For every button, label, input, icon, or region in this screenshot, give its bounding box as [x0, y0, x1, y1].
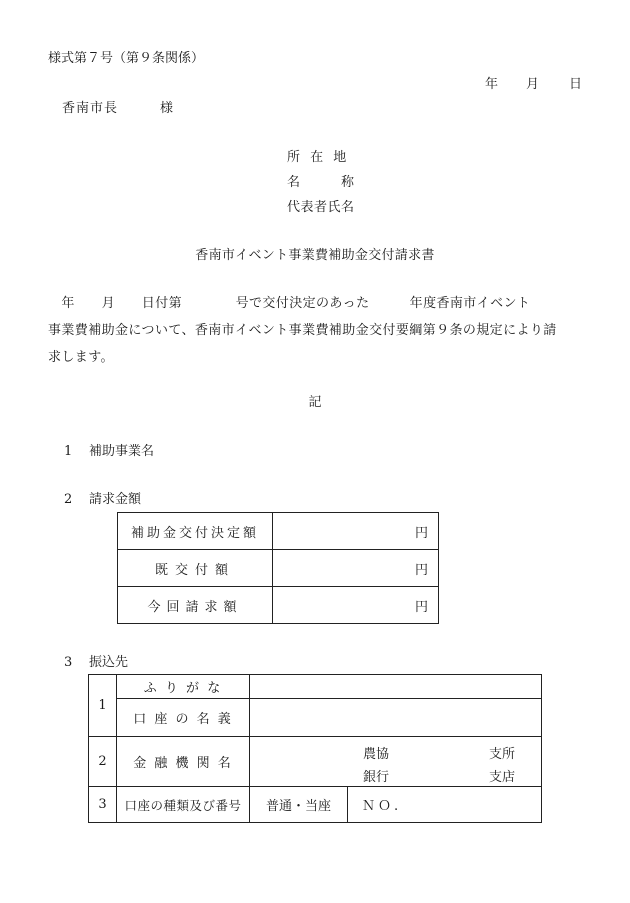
- table-row: [89, 675, 542, 699]
- account-type-value[interactable]: 普通・当座: [250, 787, 348, 823]
- decision-amount-cell[interactable]: 円: [273, 513, 439, 550]
- section3-label: 振込先: [89, 655, 129, 670]
- table-row: [89, 787, 542, 823]
- row1-number: 1: [89, 675, 117, 737]
- already-paid-cell[interactable]: 円: [273, 550, 439, 587]
- address-label: 所 在 地: [287, 150, 347, 165]
- table-row: [118, 513, 439, 550]
- date-day-label: 日: [569, 77, 583, 92]
- table-row: [118, 587, 439, 624]
- representative-label: 代表者氏名: [287, 200, 355, 215]
- date-month-label: 月: [526, 77, 540, 92]
- decision-amount-label: 補助金交付決定額: [118, 513, 273, 550]
- section1-label: 補助事業名: [89, 444, 155, 459]
- shisho-text: 支所: [489, 747, 516, 762]
- shiten-text: 支店: [489, 770, 516, 785]
- account-name-input[interactable]: [250, 699, 542, 737]
- body-paragraph: [48, 290, 582, 371]
- addressee: 香南市長: [62, 101, 119, 116]
- account-type-label: 口座の種類及び番号: [117, 787, 250, 823]
- body-line-3: 求します。: [48, 350, 114, 365]
- ki-marker: 記: [308, 395, 322, 410]
- section2-label: 請求金額: [89, 492, 142, 507]
- bank-name-label: 金 融 機 関 名: [117, 737, 250, 787]
- furigana-input[interactable]: [250, 675, 542, 699]
- body-line-1: 年 月 日付第 号で交付決定のあった 年度香南市イベント: [48, 296, 531, 311]
- current-claim-cell[interactable]: 円: [273, 587, 439, 624]
- bank-transfer-table: [88, 674, 542, 823]
- section1-number: 1: [64, 444, 73, 459]
- already-paid-label: 既交付額: [118, 550, 273, 587]
- table-row: [118, 550, 439, 587]
- date-year-label: 年: [485, 77, 499, 92]
- nokyo-text: 農協: [363, 747, 390, 762]
- table-row: [89, 737, 542, 787]
- section3-number: 3: [64, 655, 73, 670]
- ginko-text: 銀行: [363, 770, 390, 785]
- section2-number: 2: [64, 492, 73, 507]
- document-title: 香南市イベント事業費補助金交付請求書: [195, 248, 435, 263]
- name-label-second: 称: [341, 175, 355, 190]
- form-number: 様式第７号（第９条関係）: [48, 51, 205, 66]
- bank-name-cell[interactable]: [250, 737, 542, 787]
- current-claim-label: 今回請求額: [118, 587, 273, 624]
- name-label-first: 名: [287, 175, 301, 190]
- account-number-cell[interactable]: ＮＯ.: [348, 787, 542, 823]
- honorific: 様: [160, 101, 174, 116]
- row2-number: 2: [89, 737, 117, 787]
- account-name-label: 口 座 の 名 義: [117, 699, 250, 737]
- furigana-label: ふ り が な: [117, 675, 250, 699]
- claim-amount-table: [117, 512, 439, 624]
- row3-number: 3: [89, 787, 117, 823]
- table-row: [89, 699, 542, 737]
- body-line-2: 事業費補助金について、香南市イベント事業費補助金交付要綱第９条の規定により請: [48, 323, 557, 338]
